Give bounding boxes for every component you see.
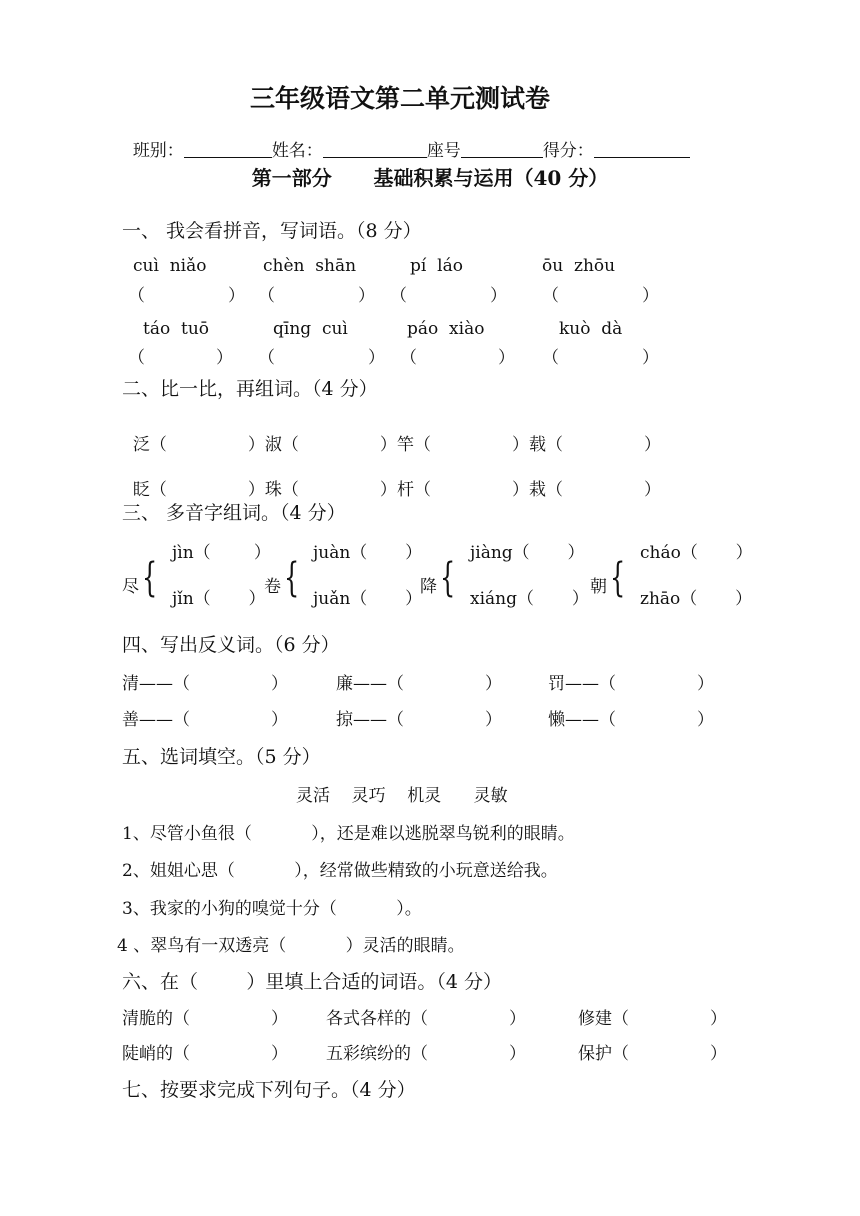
section-7-heading: 七、按要求完成下列句子。（4 分）	[122, 1079, 416, 1101]
polyphone-char: 降	[420, 577, 437, 597]
section-6-heading: 六、在（ ）里填上合适的词语。（4 分）	[122, 971, 502, 993]
antonym-item[interactable]: 罚——（ ）	[548, 674, 715, 694]
answer-paren-open[interactable]: （	[542, 348, 559, 368]
answer-blank[interactable]: （ ）	[546, 480, 662, 500]
polyphone-char: 朝	[590, 577, 607, 597]
brace-icon: {	[142, 555, 158, 601]
student-info-line	[122, 124, 690, 160]
answer-paren-close: ）	[368, 348, 385, 368]
answer-blank[interactable]: （ ）	[149, 435, 265, 455]
antonym-item[interactable]: 懒——（ ）	[548, 710, 715, 730]
pinyin-1: cuì niǎo	[133, 256, 207, 276]
compare-char: 杆	[396, 480, 414, 500]
section-1-heading: 一、 我会看拼音，写词语。（8 分）	[122, 220, 422, 242]
phrase-item[interactable]: 各式各样的（ ）	[326, 1009, 527, 1029]
pinyin-4: ōu zhōu	[542, 256, 616, 276]
compare-char: 淑	[264, 435, 282, 455]
pinyin-3: pí láo	[410, 256, 463, 276]
class-blank[interactable]	[184, 141, 272, 158]
answer-paren-close: ）	[216, 348, 233, 368]
compare-char: 载	[529, 435, 546, 455]
brace-icon: {	[284, 555, 300, 601]
answer-paren-open[interactable]: （	[400, 348, 417, 368]
phrase-item[interactable]: 陡峭的（ ）	[122, 1044, 289, 1064]
fill-sentence[interactable]: 2、姐姐心思（ ），经常做些精致的小玩意送给我。	[122, 861, 558, 881]
compare-char: 栽	[529, 480, 546, 500]
answer-paren-open[interactable]: （	[128, 286, 145, 306]
phrase-item[interactable]: 清脆的（ ）	[122, 1009, 289, 1029]
answer-paren-open[interactable]: （	[258, 286, 275, 306]
polyphone-reading[interactable]: juàn（ ）	[313, 543, 423, 563]
brace-icon: {	[440, 555, 456, 601]
part-one-heading: 第一部分 基础积累与运用（40 分）	[251, 166, 609, 190]
antonym-item[interactable]: 掠——（ ）	[336, 710, 503, 730]
seat-label: 座号	[426, 141, 461, 161]
antonym-item[interactable]: 清——（ ）	[122, 674, 289, 694]
polyphone-char: 尽	[122, 577, 139, 597]
answer-paren-close: ）	[642, 348, 659, 368]
compare-row-2	[122, 465, 661, 499]
word-bank: 灵活 灵巧 机灵 灵敏	[296, 786, 508, 806]
page-title: 三年级语文第二单元测试卷	[249, 84, 550, 113]
compare-char: 泛	[132, 435, 150, 455]
answer-paren-close: ）	[498, 348, 515, 368]
polyphone-reading[interactable]: jiàng（ ）	[470, 543, 585, 563]
antonym-item[interactable]: 善——（ ）	[122, 710, 289, 730]
phrase-item[interactable]: 修建（ ）	[578, 1009, 728, 1029]
section-3-heading: 三、 多音字组词。（4 分）	[122, 502, 346, 524]
fill-sentence[interactable]: 3、我家的小狗的嗅觉十分（ ）。	[122, 899, 422, 919]
answer-paren-open[interactable]: （	[128, 348, 145, 368]
phrase-item[interactable]: 五彩缤纷的（ ）	[326, 1044, 527, 1064]
polyphone-reading[interactable]: jǐn（ ）	[172, 589, 266, 609]
answer-paren-close: ）	[642, 286, 659, 306]
pinyin-6: qīng cuì	[273, 319, 348, 339]
section-4-heading: 四、写出反义词。（6 分）	[122, 634, 340, 656]
pinyin-2: chèn shān	[263, 256, 357, 276]
section-5-heading: 五、选词填空。（5 分）	[122, 746, 321, 768]
polyphone-reading[interactable]: cháo（ ）	[640, 543, 753, 563]
phrase-item[interactable]: 保护（ ）	[578, 1044, 728, 1064]
compare-char: 珠	[264, 480, 282, 500]
seat-blank[interactable]	[461, 141, 543, 158]
brace-icon: {	[610, 555, 626, 601]
score-label: 得分：	[542, 141, 594, 161]
answer-blank[interactable]: （ ）	[413, 435, 529, 455]
answer-blank[interactable]: （ ）	[413, 480, 529, 500]
answer-blank[interactable]: （ ）	[149, 480, 265, 500]
polyphone-char: 卷	[264, 577, 281, 597]
name-label: 姓名：	[271, 141, 323, 161]
pinyin-5: táo tuō	[143, 319, 210, 339]
compare-char: 眨	[132, 480, 150, 500]
antonym-item[interactable]: 廉——（ ）	[336, 674, 503, 694]
answer-paren-open[interactable]: （	[258, 348, 275, 368]
compare-row-1	[122, 420, 661, 454]
pinyin-7: páo xiào	[407, 319, 485, 339]
compare-char: 竿	[396, 435, 414, 455]
answer-paren-open[interactable]: （	[390, 286, 407, 306]
score-blank[interactable]	[594, 141, 690, 158]
polyphone-reading[interactable]: zhāo（ ）	[640, 589, 753, 609]
answer-paren-close: ）	[228, 286, 245, 306]
polyphone-reading[interactable]: xiáng（ ）	[470, 589, 589, 609]
pinyin-8: kuò dà	[559, 319, 623, 339]
answer-blank[interactable]: （ ）	[546, 435, 662, 455]
class-label: 班别：	[132, 141, 184, 161]
answer-blank[interactable]: （ ）	[281, 480, 397, 500]
fill-sentence[interactable]: 1、尽管小鱼很（ ），还是难以逃脱翠鸟锐利的眼睛。	[122, 824, 575, 844]
fill-sentence[interactable]: 4 、翠鸟有一双透亮（ ）灵活的眼睛。	[117, 936, 465, 956]
answer-blank[interactable]: （ ）	[281, 435, 397, 455]
name-blank[interactable]	[323, 141, 427, 158]
section-2-heading: 二、比一比，再组词。（4 分）	[122, 378, 378, 400]
answer-paren-close: ）	[490, 286, 507, 306]
answer-paren-open[interactable]: （	[542, 286, 559, 306]
polyphone-reading[interactable]: juǎn（ ）	[313, 589, 423, 609]
polyphone-reading[interactable]: jìn（ ）	[172, 543, 271, 563]
answer-paren-close: ）	[358, 286, 375, 306]
